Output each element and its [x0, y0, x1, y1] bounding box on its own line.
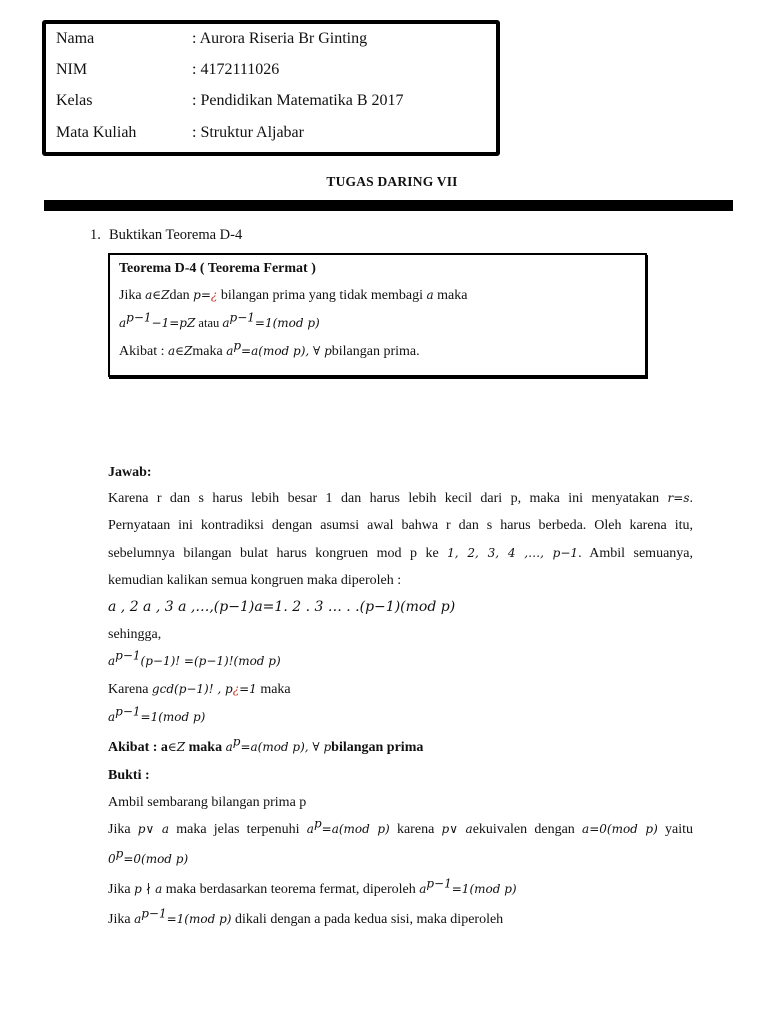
gcd-line: Karena gcd(p−1)! , p¿=1 maka [108, 682, 291, 697]
identity-label: Mata Kuliah [56, 124, 137, 141]
question-number: 1. [90, 227, 101, 243]
answer-paragraph-line: kemudian kalikan semua kongruen maka diperoleh : [108, 573, 402, 588]
theorem-heading: Teorema D-4 ( Teorema Fermat ) [119, 261, 316, 276]
identity-value: : 4172111026 [192, 61, 280, 78]
proof-equation: $0^p=0(mod$ p) [108, 846, 189, 866]
answer-paragraph-line: Karena r dan s harus lebih besar 1 dan harus lebih kecil dari p, maka ini menyatakan r=s. [108, 491, 693, 506]
proof-line: Jika p ∤ a maka berdasarkan teorema fermat, diperoleh $a^{p-1}=1(mod$ p) [108, 876, 517, 897]
answer-paragraph-line: Pernyataan ini kontradiksi dengan asumsi awal bahwa r dan s harus berbeda. Oleh karena itu, [108, 518, 693, 533]
title-divider [44, 200, 733, 211]
identity-label: NIM [56, 61, 88, 78]
theorem-congruence: $a^{p-1}-1=pZ$ atau $a^{p-1}=1(mod$ p) [119, 310, 320, 330]
equation-products: a , 2 a , 3 a ,…,(p−1)a=1. 2 . 3 … . .(p−1)(mod p) [108, 599, 456, 615]
identity-value: : Pendidikan Matematika B 2017 [192, 92, 404, 109]
question-text: Buktikan Teorema D-4 [109, 227, 243, 243]
identity-value: : Aurora Riseria Br Ginting [192, 30, 368, 47]
theorem-statement: Jika a∈Zdan p=¿ bilangan prima yang tidak membagi a maka [119, 288, 468, 303]
equation-factorial: $a^{p-1}(p-1)$! =(p−1)!(mod p) [108, 648, 281, 668]
proof-heading: Bukti : [108, 768, 150, 783]
proof-line: Jika p∨ a maka jelas terpenuhi $a^p=a(mod$ p) karena p∨ aekuivalen dengan a=0(mod p) yaitu [108, 816, 694, 837]
identity-value: : Struktur Aljabar [192, 124, 304, 141]
theorem-corollary: Akibat : a∈Zmaka $a^p=a(mod$ p), ∀ pbilangan prima. [119, 338, 420, 359]
question-1 [90, 227, 242, 244]
theorem-box [108, 253, 647, 377]
answer-paragraph-line: sebelumnya bilangan bulat harus kongruen mod p ke 1, 2, 3, 4 ,…, p−1. Ambil semuanya, [108, 546, 693, 561]
answer-heading: Jawab: [108, 465, 152, 480]
proof-line: Jika $a^{p-1}=1(mod$ p) dikali dengan a pada kedua sisi, maka diperoleh [108, 906, 504, 927]
identity-label: Nama [56, 30, 95, 47]
proof-line: Ambil sembarang bilangan prima p [108, 795, 307, 810]
corollary-heading: Akibat : a∈Z maka $a^p=a(mod$ p), ∀ pbilangan prima [108, 734, 424, 755]
document-title: TUGAS DARING VII [326, 174, 458, 189]
student-identity-box [42, 20, 500, 156]
answer-text: sehingga, [108, 627, 162, 642]
identity-label: Kelas [56, 92, 93, 109]
equation-result: $a^{p-1}=1(mod$ p) [108, 704, 206, 724]
